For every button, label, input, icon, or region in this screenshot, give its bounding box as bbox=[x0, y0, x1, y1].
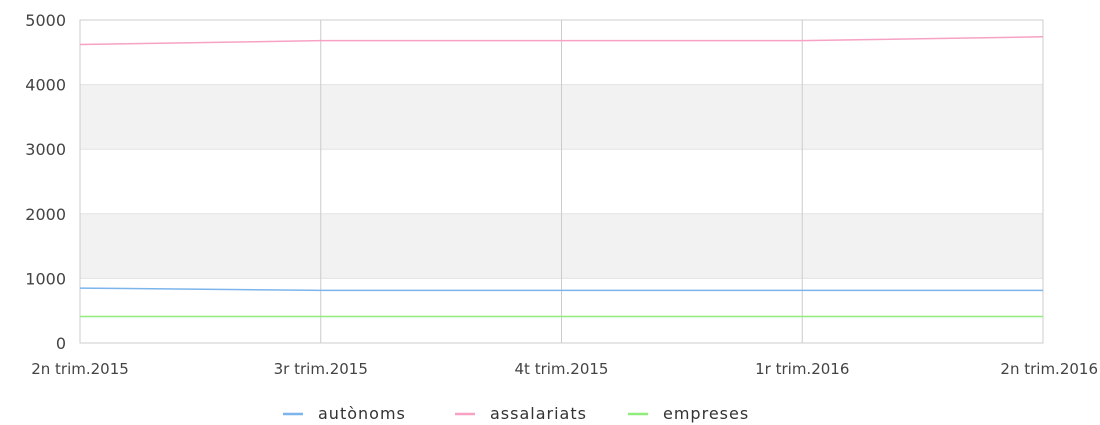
y-tick-label: 3000 bbox=[25, 140, 66, 160]
x-tick-label: 2n trim.2015 bbox=[31, 360, 129, 378]
y-tick-label: 2000 bbox=[25, 204, 66, 224]
x-tick-label: 4t trim.2015 bbox=[514, 360, 609, 378]
y-tick-label: 1000 bbox=[25, 269, 66, 289]
y-tick-label: 0 bbox=[55, 334, 66, 353]
x-axis-tick-labels bbox=[31, 360, 1098, 378]
legend-label: autònoms bbox=[318, 404, 406, 423]
legend-label: assalariats bbox=[490, 404, 587, 423]
x-tick-label: 3r trim.2015 bbox=[273, 360, 368, 378]
y-axis-tick-labels bbox=[25, 11, 66, 353]
x-tick-label: 1r trim.2016 bbox=[755, 360, 850, 378]
y-tick-label: 4000 bbox=[25, 75, 66, 95]
vertical-gridlines bbox=[321, 20, 803, 343]
legend-label: empreses bbox=[663, 404, 750, 423]
y-tick-label: 5000 bbox=[25, 11, 66, 30]
x-tick-label: 2n trim.2016 bbox=[1000, 360, 1098, 378]
legend bbox=[283, 404, 749, 423]
